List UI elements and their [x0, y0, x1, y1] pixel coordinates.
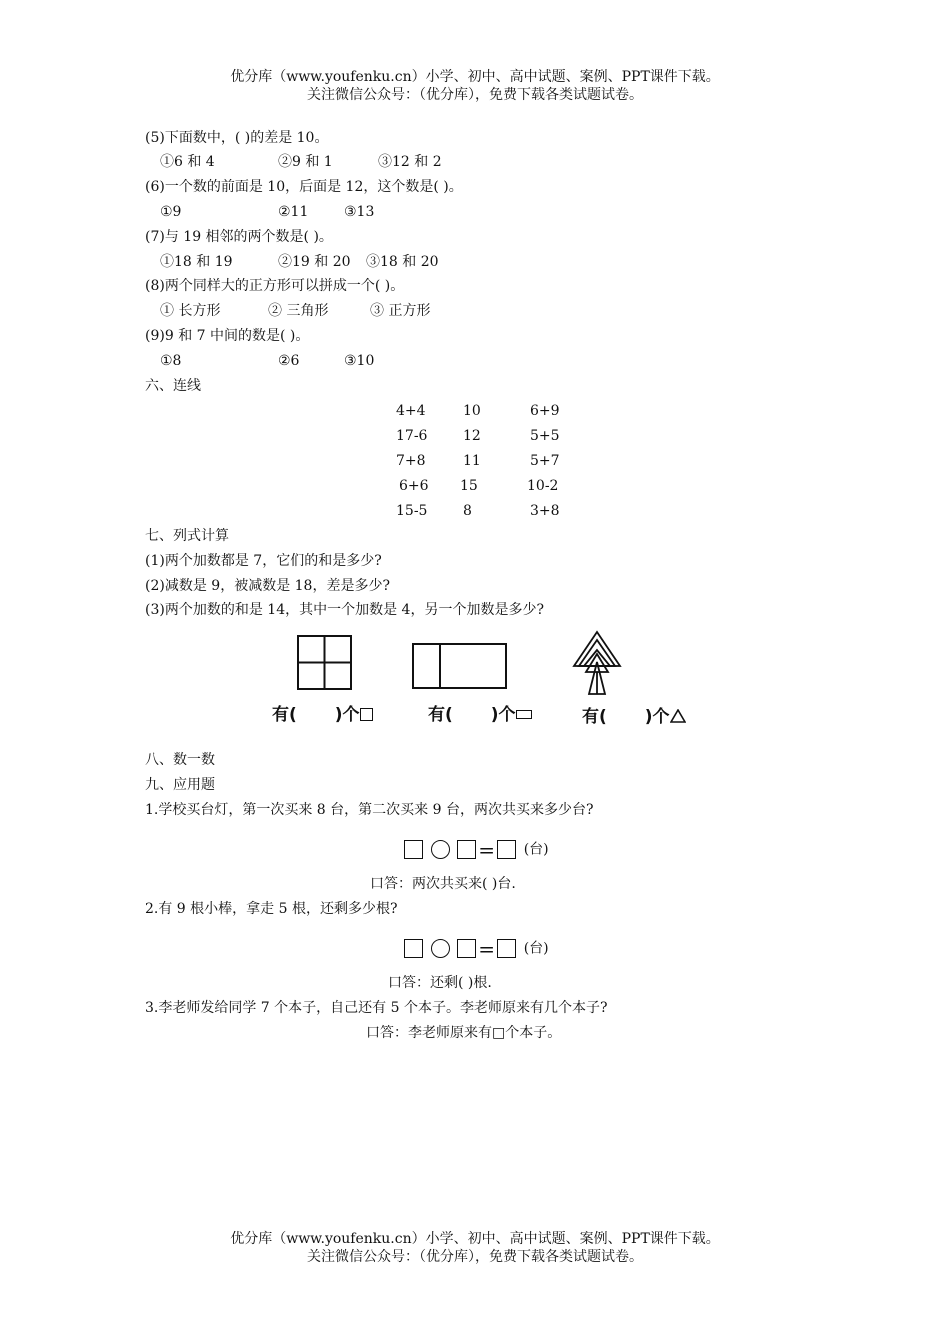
question-5: (5)下面数中，( )的差是 10。	[145, 130, 329, 146]
eq1-box-1[interactable]	[404, 840, 423, 859]
q7-option-2: ②19 和 20	[278, 254, 351, 270]
footer-line-2: 关注微信公众号：（优分库），免费下载各类试题试卷。	[307, 1249, 643, 1265]
q5-option-2: ②9 和 1	[278, 154, 333, 170]
match-mid-1[interactable]: 10	[463, 403, 481, 419]
section-8-title: 八、数一数	[145, 752, 215, 768]
match-mid-4[interactable]: 15	[460, 478, 478, 494]
q9-option-2: ②6	[278, 353, 300, 369]
match-right-2[interactable]: 5+5	[530, 428, 560, 444]
match-left-5[interactable]: 15-5	[396, 503, 428, 519]
match-left-2[interactable]: 17-6	[396, 428, 428, 444]
triangle-tree-shape	[574, 632, 620, 694]
q6-option-2: ②11	[278, 204, 309, 220]
section-6-title: 六、连线	[145, 378, 201, 394]
triangle-symbol-icon	[670, 709, 686, 723]
count-squares-label: 有( )个	[272, 700, 373, 725]
section-9-title: 九、应用题	[145, 777, 215, 793]
eq1-unit: (台)	[523, 841, 549, 858]
q8-option-1: ① 长方形	[160, 303, 221, 319]
eq2-operator-circle[interactable]	[431, 939, 450, 958]
section-7-problem-3: (3)两个加数的和是 14，其中一个加数是 4，另一个加数是多少?	[145, 602, 544, 618]
eq1-box-2[interactable]	[457, 840, 476, 859]
match-right-3[interactable]: 5+7	[530, 453, 560, 469]
eq2-box-1[interactable]	[404, 939, 423, 958]
question-8: (8)两个同样大的正方形可以拼成一个( )。	[145, 278, 405, 294]
q9-option-3: ③10	[344, 353, 375, 369]
q5-option-3: ③12 和 2	[378, 154, 442, 170]
match-left-1[interactable]: 4+4	[396, 403, 426, 419]
equation-1	[404, 835, 549, 863]
q9-option-1: ①8	[160, 353, 182, 369]
eq1-box-result[interactable]	[497, 840, 516, 859]
q7-option-3: ③18 和 20	[366, 254, 439, 270]
q8-option-3: ③ 正方形	[370, 303, 431, 319]
match-right-1[interactable]: 6+9	[530, 403, 560, 419]
q5-option-1: ①6 和 4	[160, 154, 215, 170]
question-6: (6)一个数的前面是 10，后面是 12，这个数是( )。	[145, 179, 463, 195]
eq1-equals: =	[478, 837, 496, 862]
match-right-5[interactable]: 3+8	[530, 503, 560, 519]
q8-option-2: ② 三角形	[268, 303, 329, 319]
header-line-1: 优分库（www.youfenku.cn）小学、初中、高中试题、案例、PPT课件下载。	[230, 69, 720, 85]
eq2-box-result[interactable]	[497, 939, 516, 958]
eq2-equals: =	[478, 936, 496, 961]
question-9: (9)9 和 7 中间的数是( )。	[145, 328, 310, 344]
header-line-2: 关注微信公众号：（优分库），免费下载各类试题试卷。	[307, 87, 643, 103]
match-left-3[interactable]: 7+8	[396, 453, 426, 469]
four-squares-shape	[298, 636, 351, 689]
q7-option-1: ①18 和 19	[160, 254, 233, 270]
equation-2	[404, 934, 549, 962]
section-9-answer-3: 口答：李老师原来有□个本子。	[366, 1025, 562, 1041]
eq2-box-2[interactable]	[457, 939, 476, 958]
match-right-4[interactable]: 10-2	[527, 478, 559, 494]
section-7-problem-1: (1)两个加数都是 7，它们的和是多少?	[145, 553, 382, 569]
rectangle-symbol-icon	[516, 710, 532, 719]
eq1-operator-circle[interactable]	[431, 840, 450, 859]
shapes-figure	[290, 630, 710, 700]
count-rectangles-label: 有( )个	[428, 700, 532, 725]
match-mid-3[interactable]: 11	[463, 453, 481, 469]
count-triangles-label: 有( )个	[582, 702, 686, 727]
eq2-unit: (台)	[523, 940, 549, 957]
section-7-title: 七、列式计算	[145, 528, 229, 544]
footer-line-1: 优分库（www.youfenku.cn）小学、初中、高中试题、案例、PPT课件下载。	[230, 1231, 720, 1247]
section-9-problem-2: 2.有 9 根小棒，拿走 5 根，还剩多少根?	[145, 901, 398, 917]
section-9-problem-3: 3.李老师发给同学 7 个本子，自己还有 5 个本子。李老师原来有几个本子?	[145, 1000, 608, 1016]
section-9-answer-1: 口答：两次共买来( )台.	[370, 876, 516, 892]
section-7-problem-2: (2)减数是 9，被减数是 18，差是多少?	[145, 578, 390, 594]
match-mid-2[interactable]: 12	[463, 428, 481, 444]
q6-option-3: ③13	[344, 204, 375, 220]
square-symbol-icon	[360, 708, 373, 721]
section-9-problem-1: 1.学校买台灯，第一次买来 8 台，第二次买来 9 台，两次共买来多少台?	[145, 802, 594, 818]
match-left-4[interactable]: 6+6	[399, 478, 429, 494]
match-mid-5[interactable]: 8	[463, 503, 472, 519]
q6-option-1: ①9	[160, 204, 182, 220]
section-9-answer-2: 口答：还剩( )根.	[388, 975, 492, 991]
split-rectangle-shape	[413, 644, 506, 688]
question-7: (7)与 19 相邻的两个数是( )。	[145, 229, 333, 245]
